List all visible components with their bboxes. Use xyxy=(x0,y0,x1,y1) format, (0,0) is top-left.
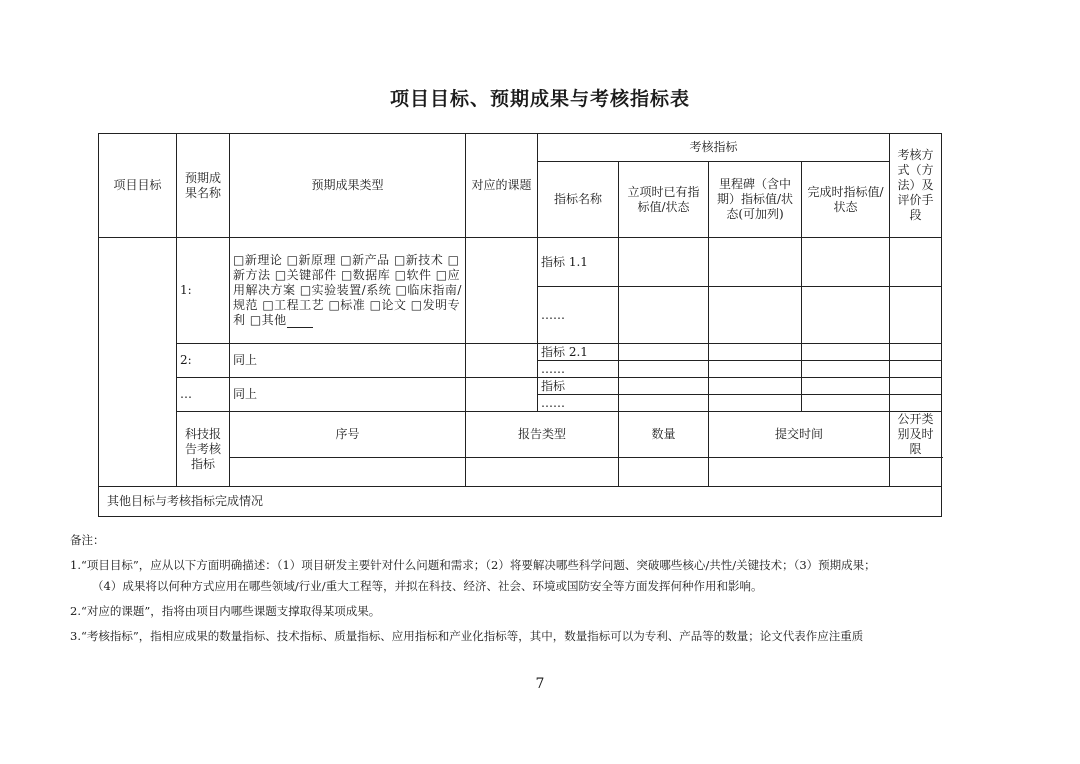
method-cell xyxy=(890,344,942,361)
row-number: 1: xyxy=(177,238,230,344)
indicator-name-cell: …… xyxy=(538,287,619,344)
header-outcome-type: 预期成果类型 xyxy=(230,134,466,238)
header-method: 考核方式（方法）及评价手段 xyxy=(890,134,942,238)
notes-section xyxy=(70,532,970,653)
method-cell xyxy=(890,395,942,412)
goals-table xyxy=(98,133,942,517)
row-number: … xyxy=(177,378,230,412)
milestone-cell xyxy=(709,287,802,344)
method-cell xyxy=(890,287,942,344)
note-1-continued: （4）成果将以何种方式应用在哪些领域/行业/重大工程等，并拟在科技、经济、社会、环境或国防安全等方面发挥何种作用和影响。 xyxy=(92,579,763,593)
header-milestone: 里程碑（含中期）指标值/状态(可加列) xyxy=(709,162,802,238)
table-row xyxy=(99,344,942,361)
topic-cell xyxy=(466,378,538,412)
outcome-type-cell: 同上 xyxy=(230,344,466,378)
page-title: 项目目标、预期成果与考核指标表 xyxy=(389,88,690,110)
other-row xyxy=(99,487,942,517)
topic-cell xyxy=(466,344,538,378)
completion-cell xyxy=(802,287,890,344)
baseline-cell xyxy=(619,287,709,344)
report-submit-time-cell xyxy=(709,458,890,487)
indicator-name-cell: 指标 2.1 xyxy=(538,344,619,361)
method-cell xyxy=(890,361,942,378)
note-1: 1.“项目目标”，应从以下方面明确描述：（1）项目研发主要针对什么问题和需求；（2）将要解决哪些科学问题、突破哪些核心/共性/关键技术；（3）预期成果； xyxy=(70,558,876,572)
report-header-row xyxy=(99,412,942,458)
indicator-name-cell: 指标 1.1 xyxy=(538,238,619,287)
header-indicator-name: 指标名称 xyxy=(538,162,619,238)
milestone-cell xyxy=(709,361,802,378)
header-row-1 xyxy=(99,134,942,162)
baseline-cell xyxy=(619,395,709,412)
other-goals-cell: 其他目标与考核指标完成情况 xyxy=(99,487,942,517)
report-label: 科技报告考核指标 xyxy=(177,412,230,487)
method-cell xyxy=(890,378,942,395)
header-topic: 对应的课题 xyxy=(466,134,538,238)
milestone-cell xyxy=(709,395,802,412)
header-project-goal: 项目目标 xyxy=(99,134,177,238)
milestone-cell xyxy=(709,344,802,361)
header-completion: 完成时指标值/状态 xyxy=(802,162,890,238)
milestone-cell xyxy=(709,378,802,395)
report-type-header: 报告类型 xyxy=(466,412,619,458)
milestone-cell xyxy=(709,238,802,287)
report-submit-time-header: 提交时间 xyxy=(709,412,890,458)
baseline-cell xyxy=(619,378,709,395)
indicator-name-cell: 指标 xyxy=(538,378,619,395)
other-blank xyxy=(287,316,313,328)
outcome-type-cell: 同上 xyxy=(230,378,466,412)
report-count-cell xyxy=(619,458,709,487)
table-row xyxy=(99,378,942,395)
indicator-name-cell: …… xyxy=(538,395,619,412)
report-disclosure-header: 公开类别及时限 xyxy=(890,412,942,458)
row-number: 2: xyxy=(177,344,230,378)
report-serial-header: 序号 xyxy=(230,412,466,458)
page-number: 7 xyxy=(535,676,545,692)
completion-cell xyxy=(802,344,890,361)
completion-cell xyxy=(802,238,890,287)
report-count-header: 数量 xyxy=(619,412,709,458)
note-3: 3.“考核指标”，指相应成果的数量指标、技术指标、质量指标、应用指标和产业化指标等，其中，数量指标可以为专利、产品等的数量；论文代表作应注重质 xyxy=(70,629,864,643)
baseline-cell xyxy=(619,361,709,378)
baseline-cell xyxy=(619,238,709,287)
indicator-name-cell: …… xyxy=(538,361,619,378)
notes-heading: 备注： xyxy=(70,533,105,547)
header-baseline: 立项时已有指标值/状态 xyxy=(619,162,709,238)
header-outcome-name: 预期成果名称 xyxy=(177,134,230,238)
completion-cell xyxy=(802,361,890,378)
completion-cell xyxy=(802,378,890,395)
outcome-type-checklist xyxy=(230,238,466,344)
header-assessment-group: 考核指标 xyxy=(538,134,890,162)
completion-cell xyxy=(802,395,890,412)
checklist-text: □新理论 □新原理 □新产品 □新技术 □新方法 □关键部件 □数据库 □软件 □应用解决方案 □实验装置/系统 □临床指南/规范 □工程工艺 □标准 □论文 □发明专利 □其他 xyxy=(233,253,462,327)
table-row xyxy=(99,238,942,287)
note-2: 2.“对应的课题”，指将由项目内哪些课题支撑取得某项成果。 xyxy=(70,604,381,618)
baseline-cell xyxy=(619,344,709,361)
report-type-cell xyxy=(466,458,619,487)
method-cell xyxy=(890,238,942,287)
goal-cell xyxy=(99,238,177,487)
report-serial-cell xyxy=(230,458,466,487)
report-disclosure-cell xyxy=(890,458,942,487)
topic-cell xyxy=(466,238,538,344)
